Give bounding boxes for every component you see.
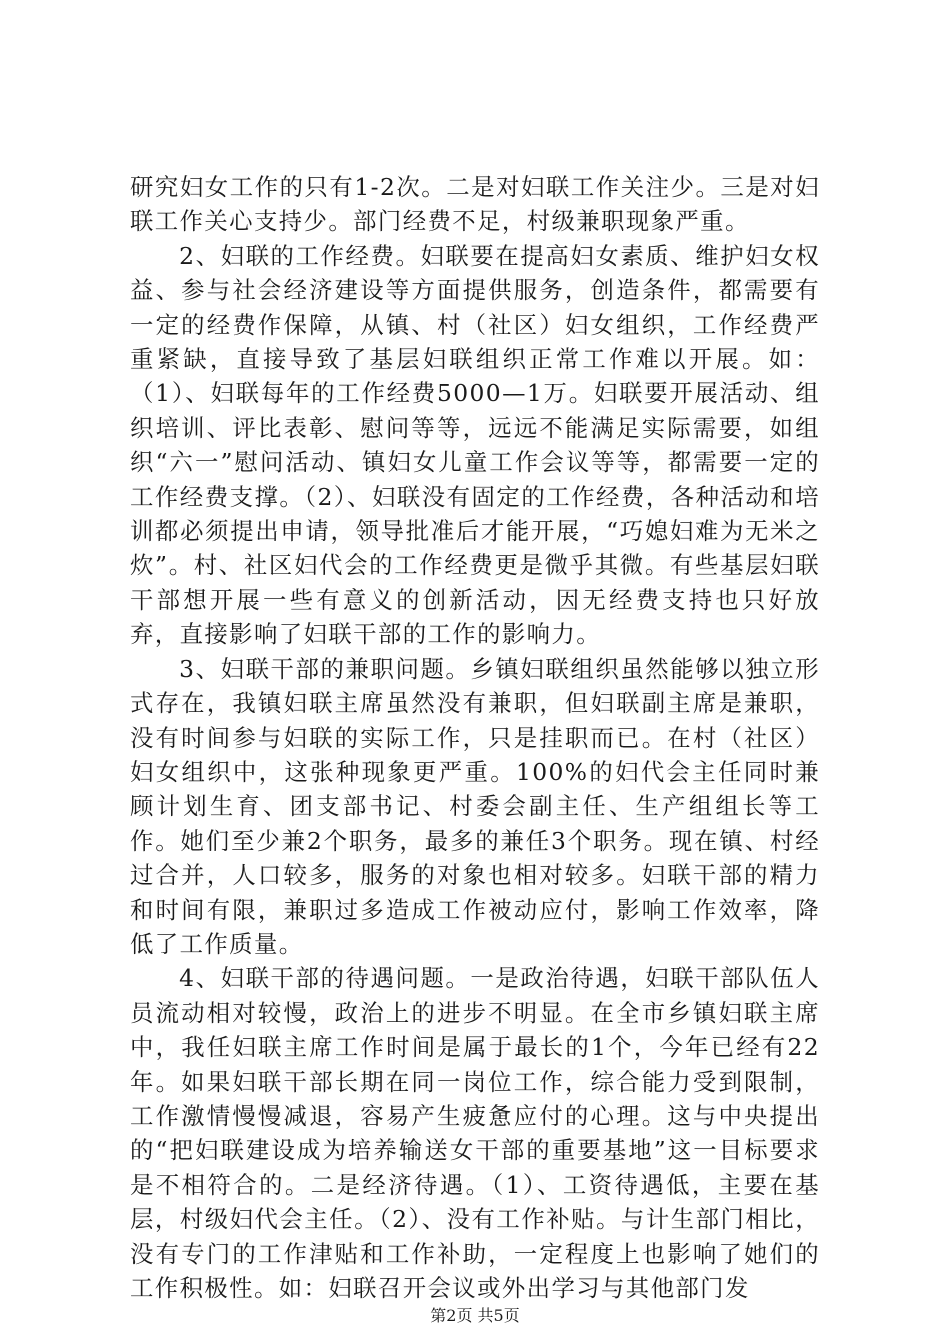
document-body bbox=[130, 170, 820, 1305]
paragraph-continuation: 研究妇女工作的只有1-2次。二是对妇联工作关注少。三是对妇联工作关心支持少。部门经费不足，村级兼职现象严重。 bbox=[130, 173, 820, 236]
paragraph-work-funding: 2、妇联的工作经费。妇联要在提高妇女素质、维护妇女权益、参与社会经济建设等方面提供服务，创造条件，都需要有一定的经费作保障，从镇、村（社区）妇女组织，工作经费严重紧缺，直接导致了基层妇联组织正常工作难以开展。如：（1）、妇联每年的工作经费5000—1万。妇联要开展活动、组织培训、评比表彰、慰问等等，远远不能满足实际需要，如组织“六一”慰问活动、镇妇女儿童工作会议等等，都需要一定的工作经费支撑。（2）、妇联没有固定的工作经费，各种活动和培训都必须提出申请，领导批准后才能开展，“巧媳妇难为无米之炊”。村、社区妇代会的工作经费更是微乎其微。有些基层妇联干部想开展一些有意义的创新活动，因无经费支持也只好放弃，直接影响了妇联干部的工作的影响力。 bbox=[130, 241, 820, 649]
paragraph-treatment-issue: 4、妇联干部的待遇问题。一是政治待遇，妇联干部队伍人员流动相对较慢，政治上的进步不明显。在全市乡镇妇联主席中，我任妇联主席工作时间是属于最长的1个，今年已经有22年。如果妇联干部长期在同一岗位工作，综合能力受到限制，工作激情慢慢减退，容易产生疲惫应付的心理。这与中央提出的“把妇联建设成为培养输送女干部的重要基地”这一目标要求是不相符合的。二是经济待遇。（1）、工资待遇低，主要在基层，村级妇代会主任。（2）、没有工作补贴。与计生部门相比，没有专门的工作津贴和工作补助，一定程度上也影响了她们的工作积极性。如：妇联召开会议或外出学习与其他部门发 bbox=[130, 964, 820, 1302]
paragraph-part-time-issue: 3、妇联干部的兼职问题。乡镇妇联组织虽然能够以独立形式存在，我镇妇联主席虽然没有兼职，但妇联副主席是兼职，没有时间参与妇联的实际工作，只是挂职而已。在村（社区）妇女组织中，这张种现象更严重。100%的妇代会主任同时兼顾计划生育、团支部书记、村委会副主任、生产组组长等工作。她们至少兼2个职务，最多的兼任3个职务。现在镇、村经过合并，人口较多，服务的对象也相对较多。妇联干部的精力和时间有限，兼职过多造成工作被动应付，影响工作效率，降低了工作质量。 bbox=[130, 654, 820, 958]
page-number-footer: 第2页 共5页 bbox=[430, 1306, 520, 1325]
